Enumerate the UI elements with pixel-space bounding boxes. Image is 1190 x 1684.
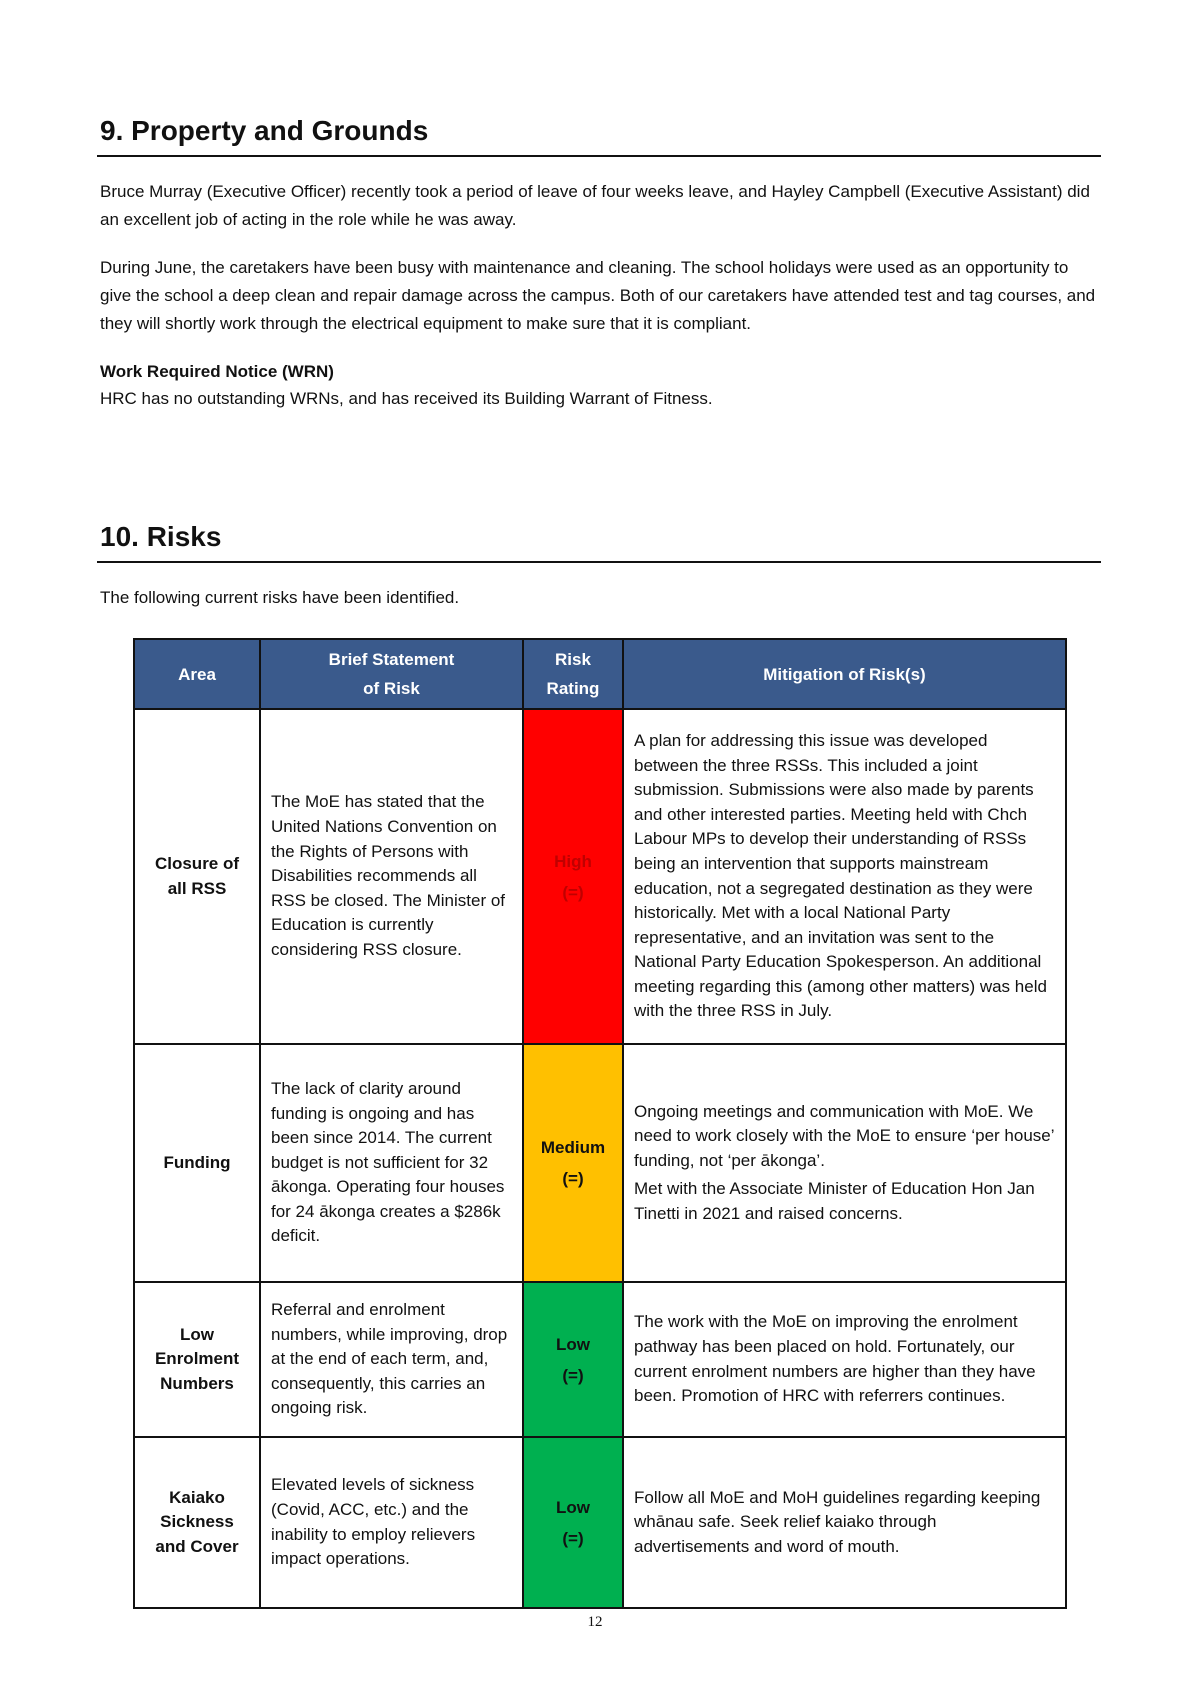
mitigation-text: The work with the MoE on improving the enrolment pathway has been placed on hold. Fortunately, our current enrolment numbers are higher than they have been. Promotion of HRC with referrers continues. [634, 1312, 1036, 1406]
column-header-statement: Brief Statement of Risk [260, 639, 523, 709]
column-header-rating: Risk Rating [523, 639, 623, 709]
paragraph: During June, the caretakers have been busy with maintenance and cleaning. The school holidays were used as an opportunity to give the school a deep clean and repair damage across the campus. Both of our caretakers have attended test and tag courses, and they will shortly work through the electrical equipment to make sure that it is compliant. [100, 258, 1096, 333]
rating-trend: (=) [562, 1365, 584, 1385]
mitigation-text: Met with the Associate Minister of Education Hon Jan Tinetti in 2021 and raised concerns. [634, 1179, 1035, 1223]
column-header-mitigation: Mitigation of Risk(s) [623, 639, 1066, 709]
mitigation-text: Follow all MoE and MoH guidelines regarding keeping whānau safe. Seek relief kaiako through advertisements and word of mouth. [634, 1487, 1041, 1556]
table-row [134, 709, 1066, 1044]
property-section [97, 113, 1101, 412]
section-heading: 10. Risks [97, 519, 1101, 563]
area-cell: Funding [134, 1044, 260, 1282]
subheading: Work Required Notice (WRN) [100, 362, 334, 381]
risk-table [133, 638, 1067, 1609]
page-number: 12 [587, 1614, 603, 1630]
mitigation-cell [623, 1437, 1066, 1608]
area-cell: Low Enrolment Numbers [134, 1282, 260, 1437]
statement-cell: Referral and enrolment numbers, while improving, drop at the end of each term, and, consequently, this carries an ongoing risk. [260, 1282, 523, 1437]
section-heading: 9. Property and Grounds [97, 113, 1101, 157]
statement-cell: The lack of clarity around funding is ongoing and has been since 2014. The current budget is not sufficient for 32 ākonga. Operating four houses for 24 ākonga creates a $286k deficit. [260, 1044, 523, 1282]
rating-cell [523, 709, 623, 1044]
table-row [134, 1044, 1066, 1282]
mitigation-cell [623, 1044, 1066, 1282]
risks-section [97, 519, 1101, 612]
column-header-area: Area [134, 639, 260, 709]
rating-trend: (=) [562, 1528, 584, 1548]
table-header-row [134, 639, 1066, 709]
paragraph: HRC has no outstanding WRNs, and has received its Building Warrant of Fitness. [100, 389, 713, 408]
table-row [134, 1437, 1066, 1608]
rating-trend: (=) [562, 1169, 584, 1188]
mitigation-cell [623, 1282, 1066, 1437]
statement-cell: Elevated levels of sickness (Covid, ACC, etc.) and the inability to employ relievers impact operations. [260, 1437, 523, 1608]
rating-cell [523, 1282, 623, 1437]
paragraph: The following current risks have been identified. [100, 588, 460, 607]
mitigation-text: Ongoing meetings and communication with MoE. We need to work closely with the MoE to ensure ‘per house’ funding, not ‘per ākonga’. [634, 1101, 1054, 1170]
rating-label: Low [556, 1497, 590, 1517]
rating-trend: (=) [562, 882, 584, 902]
statement-cell: The MoE has stated that the United Nations Convention on the Rights of Persons with Disabilities recommends all RSS be closed. The Minister of Education is currently considering RSS closure. [260, 709, 523, 1044]
table-row [134, 1282, 1066, 1437]
mitigation-cell [623, 709, 1066, 1044]
rating-label: Low [556, 1334, 590, 1354]
area-cell: Closure of all RSS [134, 709, 260, 1044]
area-cell: Kaiako Sickness and Cover [134, 1437, 260, 1608]
rating-cell [523, 1044, 623, 1282]
paragraph: Bruce Murray (Executive Officer) recently took a period of leave of four weeks leave, and Hayley Campbell (Executive Assistant) did an excellent job of acting in the role while he was away. [100, 182, 1090, 229]
rating-label: High [554, 851, 592, 871]
rating-label: Medium [540, 1138, 606, 1157]
rating-cell [523, 1437, 623, 1608]
mitigation-text: A plan for addressing this issue was developed between the three RSSs. This included a joint submission. Submissions were also made by parents and other interested parties. Meeting held with Chch Labour MPs to develop their understanding of RSSs being an intervention that supports mainstream education, not a segregated destination as they were historically. Met with a local National Party representative, and an invitation was sent to the National Party Education Spokesperson. An additional meeting regarding this (among other matters) was held with the three RSS in July. [634, 730, 1047, 1021]
